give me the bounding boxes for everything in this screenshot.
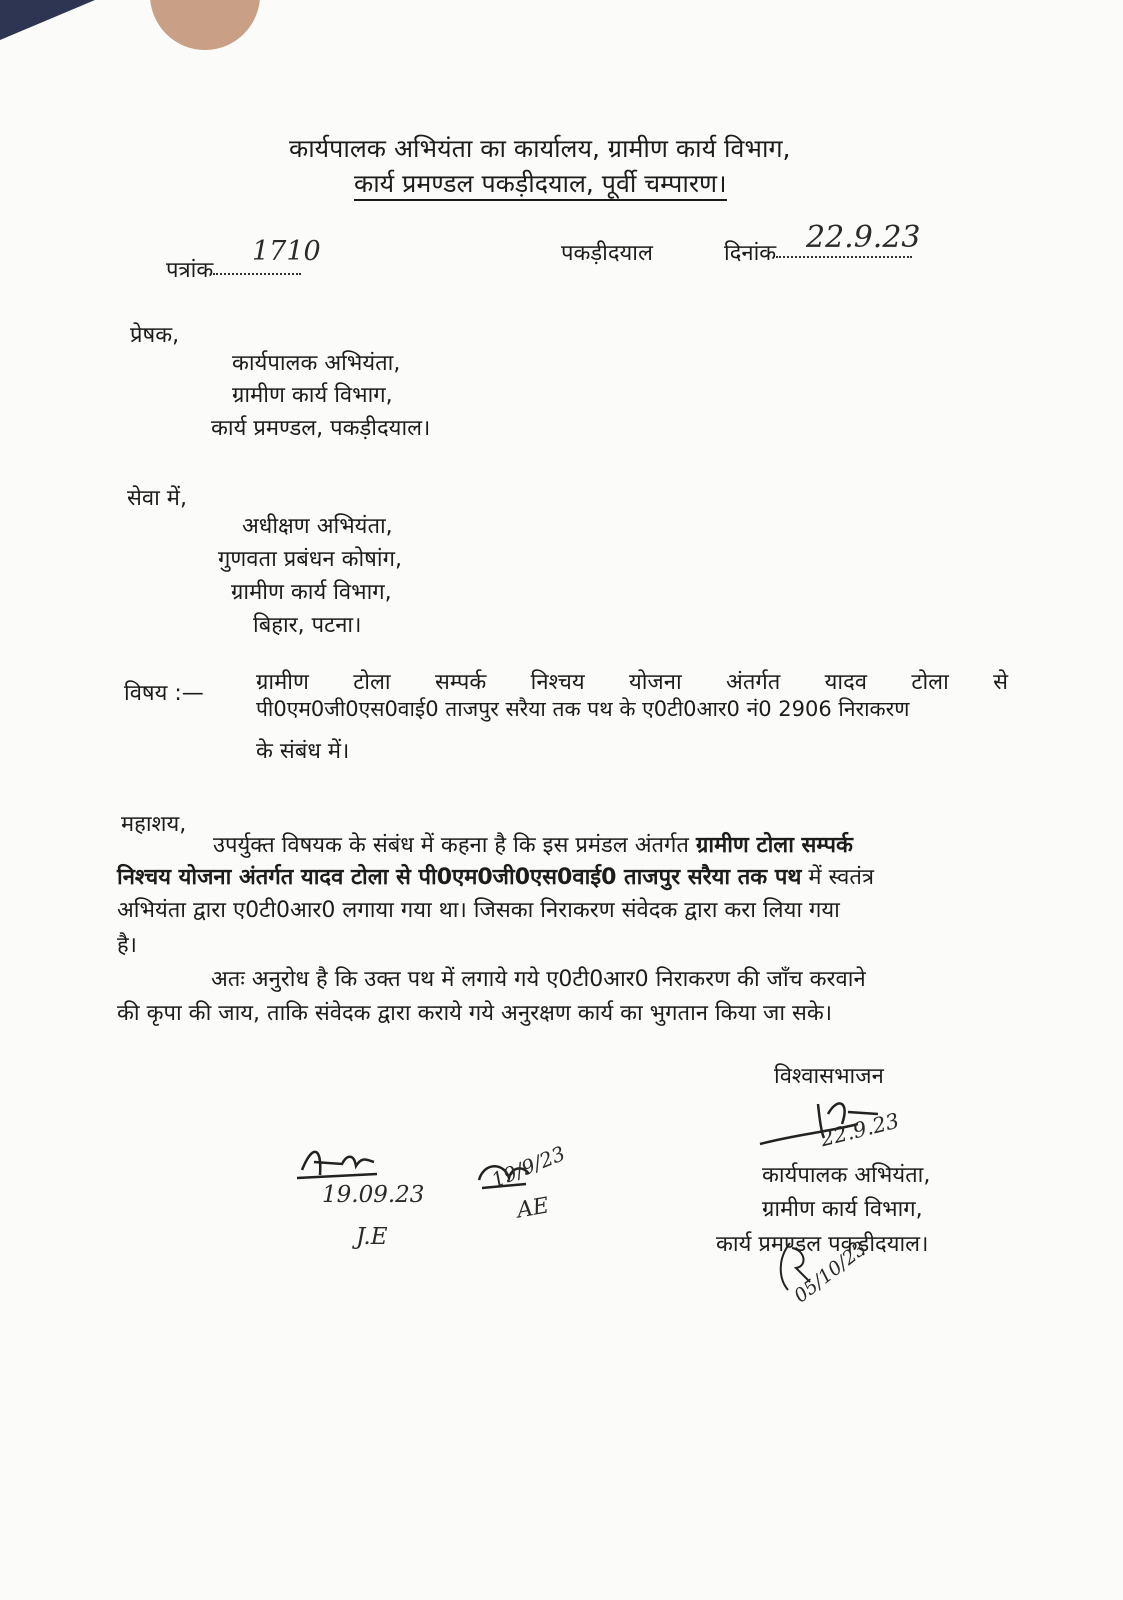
subject-line-3: के संबंध में। xyxy=(256,739,350,764)
recipient-line-4: बिहार, पटना। xyxy=(253,613,362,638)
letter-number-dots xyxy=(213,273,301,275)
recipient-label: सेवा में, xyxy=(127,486,187,511)
office-heading-line2 xyxy=(354,166,727,200)
je-date: 19.09.23 xyxy=(322,1182,425,1208)
sender-line-3: कार्य प्रमण्डल, पकड़ीदयाल। xyxy=(211,416,431,441)
closing-designation-2: ग्रामीण कार्य विभाग, xyxy=(762,1197,923,1222)
je-label: J.E xyxy=(356,1224,388,1250)
date-value: 22.9.23 xyxy=(806,220,921,255)
subject-line-1: ग्रामीण टोला सम्पर्क निश्चय योजना अंतर्गत यादव टोला से xyxy=(256,670,1008,695)
body-paragraph-1-line-4: है। xyxy=(117,933,138,958)
date-dots xyxy=(776,256,912,258)
body-paragraph-2-line-2: की कृपा की जाय, ताकि संवेदक द्वारा कराये गये अनुरक्षण कार्य का भुगतान किया जा सके। xyxy=(117,1001,833,1026)
subject-label: विषय :— xyxy=(124,681,204,706)
ae-date: 19/9/23 xyxy=(488,1141,569,1193)
sender-line-1: कार्यपालक अभियंता, xyxy=(232,351,401,376)
recipient-line-3: ग्रामीण कार्य विभाग, xyxy=(231,580,392,605)
subject-line-2: पी0एम0जी0एस0वाई0 ताजपुर सरैया तक पथ के ए0टी0आर0 नं0 2906 निराकरण xyxy=(256,697,910,721)
sender-line-2: ग्रामीण कार्य विभाग, xyxy=(232,383,393,408)
place-name: पकड़ीदयाल xyxy=(561,241,653,266)
recipient-line-2: गुणवता प्रबंधन कोषांग, xyxy=(218,547,402,572)
office-heading-line2-text: कार्य प्रमण्डल पकड़ीदयाल, पूर्वी चम्पारण। xyxy=(354,169,727,201)
salutation: महाशय, xyxy=(121,812,187,837)
body-paragraph-1-line-2 xyxy=(117,860,874,896)
body-paragraph-1-line-3: अभियंता द्वारा ए0टी0आर0 लगाया गया था। जिसका निराकरण संवेदक द्वारा करा लिया गया xyxy=(117,898,840,923)
ee-date: 22.9.23 xyxy=(818,1108,902,1152)
ae-label: AE xyxy=(515,1193,551,1224)
letter-number-value: 1710 xyxy=(252,236,321,267)
sender-label: प्रेषक, xyxy=(130,323,180,348)
letter-number-label: पत्रांक xyxy=(166,258,214,283)
closing-designation-1: कार्यपालक अभियंता, xyxy=(762,1163,931,1188)
recipient-line-1: अधीक्षण अभियंता, xyxy=(242,514,393,539)
body-paragraph-1-line-1 xyxy=(213,828,853,864)
closing-designation-3: कार्य प्रमण्डल पकड़ीदयाल। xyxy=(716,1232,929,1257)
body-p1-b: ग्रामीण टोला सम्पर्क xyxy=(695,833,853,858)
receipt-date: 05/10/23 xyxy=(790,1237,871,1308)
date-label: दिनांक xyxy=(724,241,777,266)
closing-regards: विश्वासभाजन xyxy=(774,1064,884,1089)
office-heading-line1: कार्यपालक अभियंता का कार्यालय, ग्रामीण कार्य विभाग, xyxy=(289,134,791,163)
body-p1-a: उपर्युक्त विषयक के संबंध में कहना है कि इस प्रमंडल अंतर्गत xyxy=(213,833,689,858)
body-paragraph-2-line-1: अतः अनुरोध है कि उक्त पथ में लगाये गये ए0टी0आर0 निराकरण की जाँच करवाने xyxy=(211,967,866,992)
body-p1-d: में स्वतंत्र xyxy=(808,865,875,890)
je-signature-icon xyxy=(292,1140,382,1185)
body-p1-c: निश्चय योजना अंतर्गत यादव टोला से पी0एम0जी0एस0वाई0 ताजपुर सरैया तक पथ xyxy=(117,865,802,890)
